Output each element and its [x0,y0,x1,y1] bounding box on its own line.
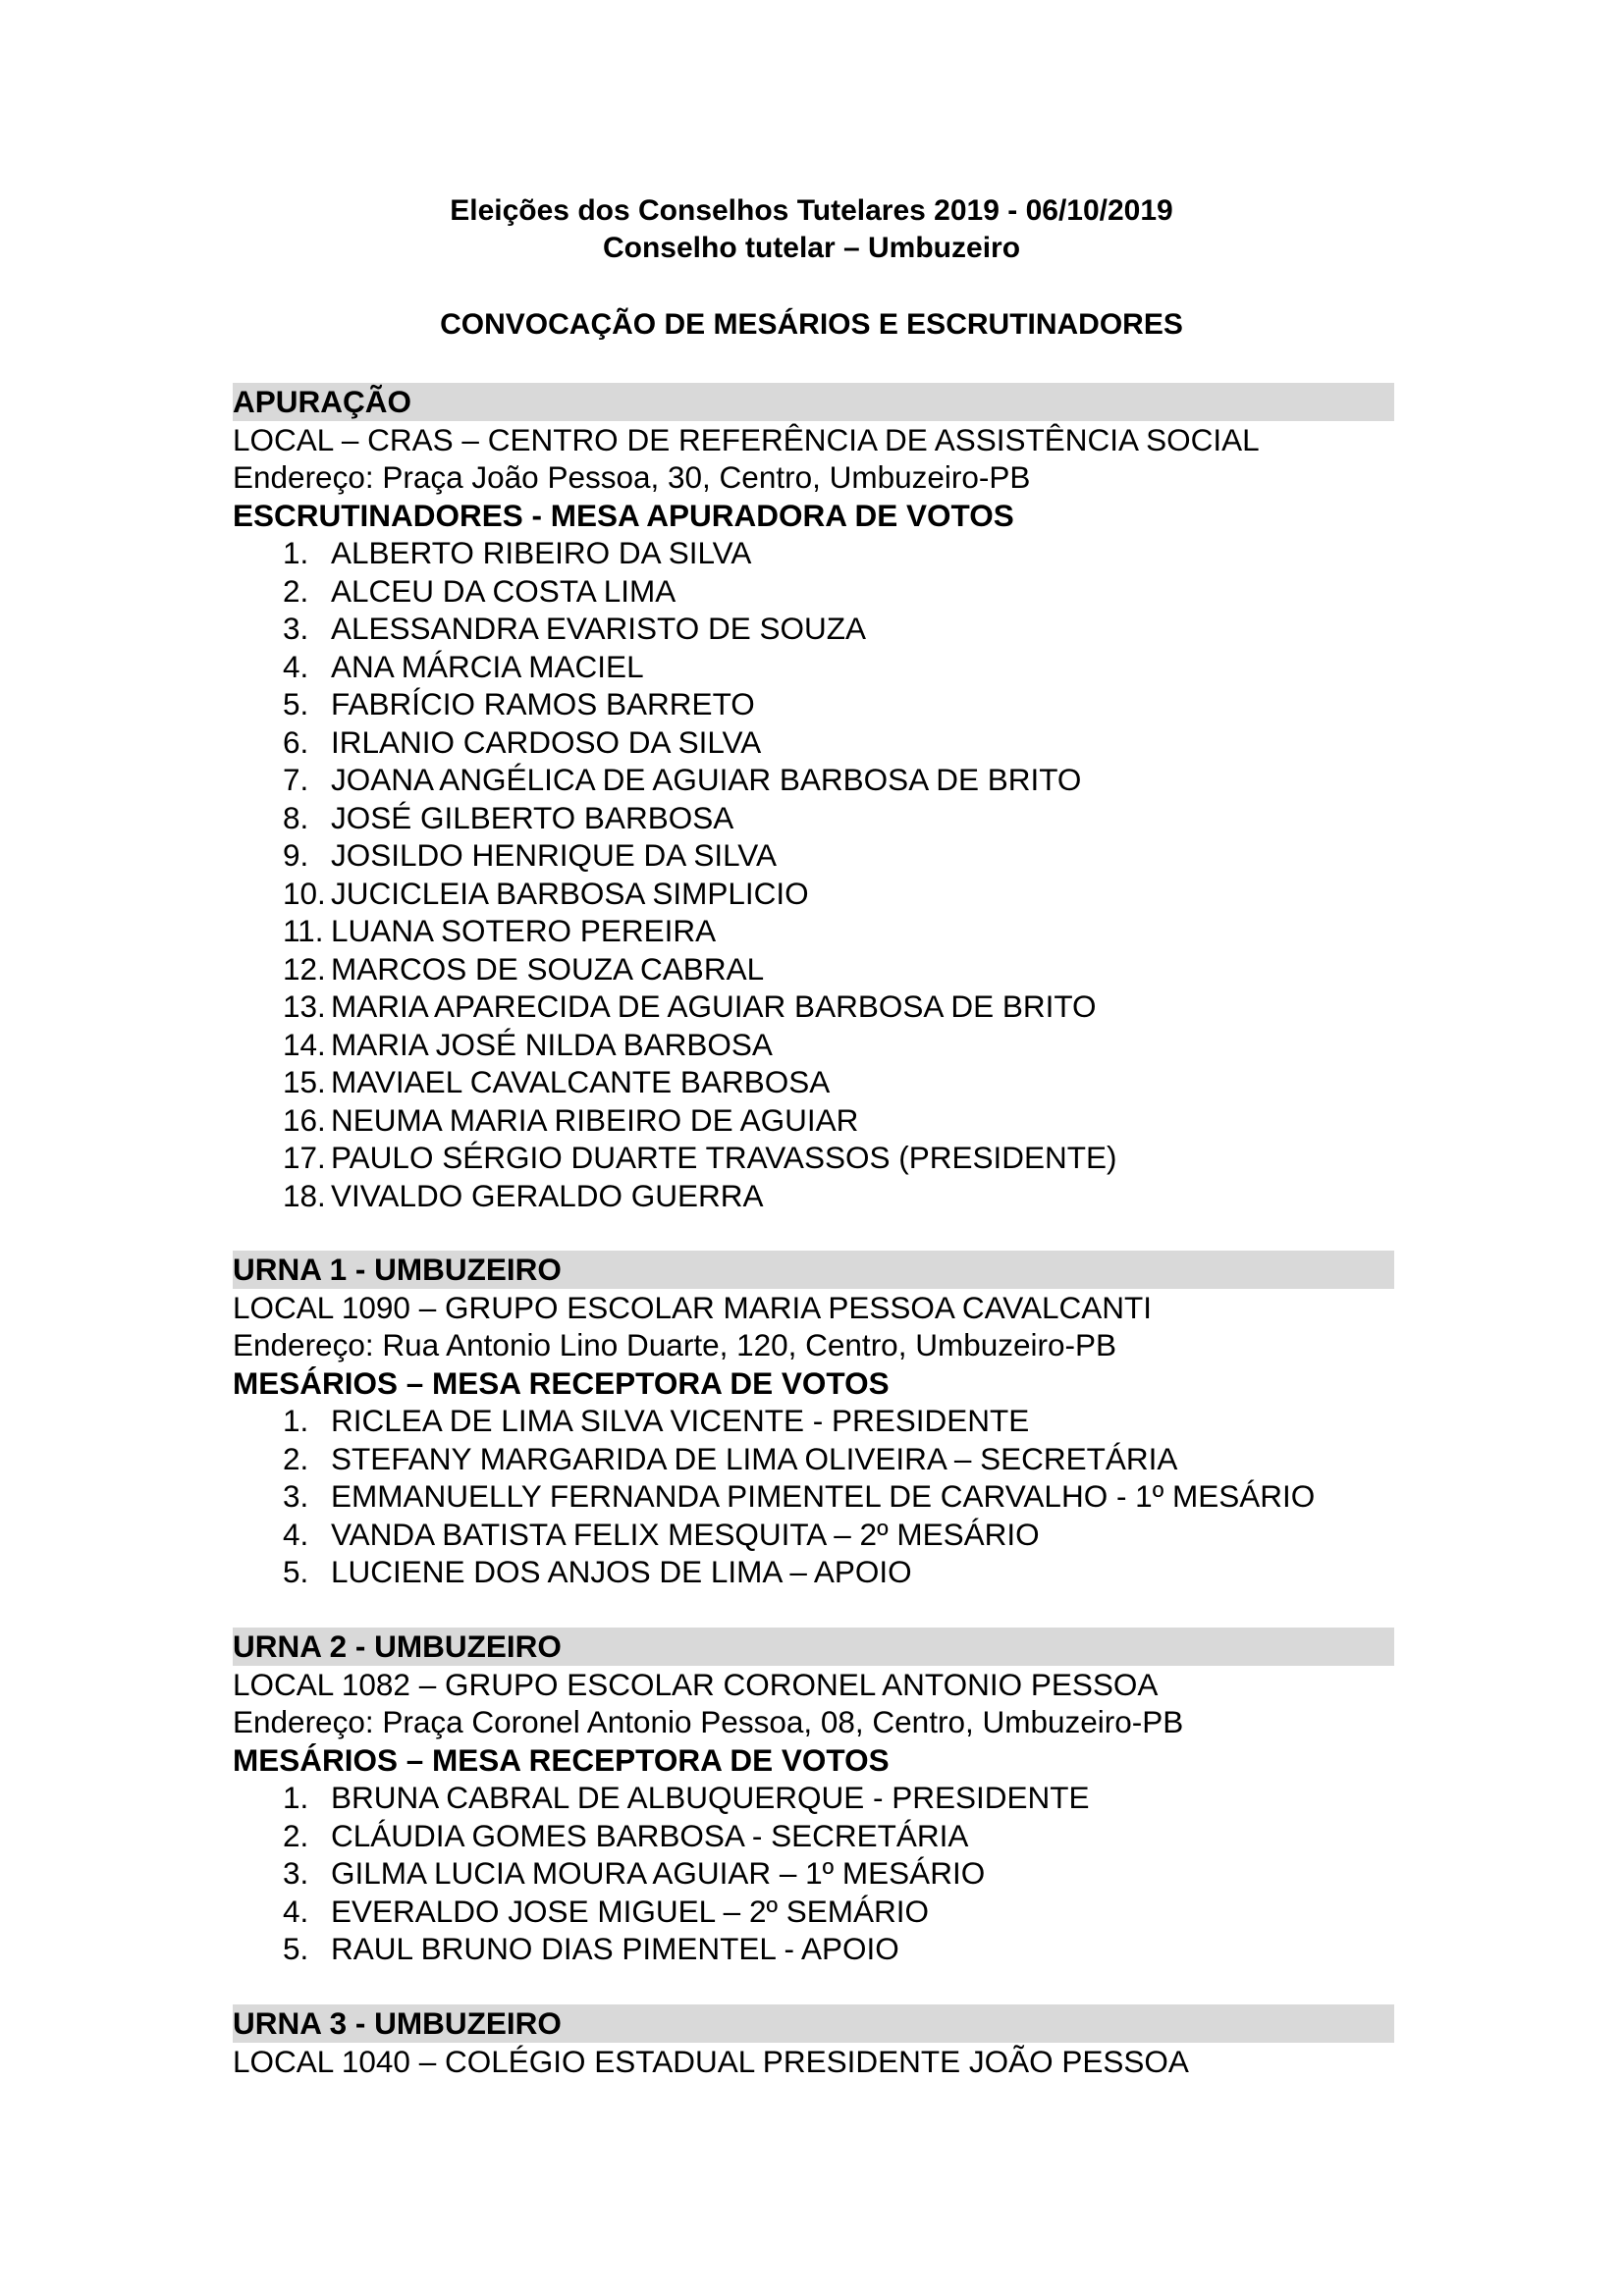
document-subtitle: CONVOCAÇÃO DE MESÁRIOS E ESCRUTINADORES [440,308,1183,341]
members-list [233,1402,1394,1591]
list-item: 2. ALCEU DA COSTA LIMA [283,572,676,609]
list-item: 6. IRLANIO CARDOSO DA SILVA [283,723,762,760]
list-item: 12. MARCOS DE SOUZA CABRAL [283,950,765,987]
list-item: 5. LUCIENE DOS ANJOS DE LIMA – APOIO [283,1554,912,1589]
list-item: 4. EVERALDO JOSE MIGUEL – 2º SEMÁRIO [283,1893,930,1929]
list-item: 9. JOSILDO HENRIQUE DA SILVA [283,837,777,873]
list-item: 1. RICLEA DE LIMA SILVA VICENTE - PRESIDENTE [283,1403,1030,1438]
list-item: 3. ALESSANDRA EVARISTO DE SOUZA [283,611,866,646]
section-address: Endereço: Rua Antonio Lino Duarte, 120, Centro, Umbuzeiro-PB [233,1327,1117,1362]
section-heading: URNA 3 - UMBUZEIRO [233,2004,1394,2043]
group-title: ESCRUTINADORES - MESA APURADORA DE VOTOS [233,497,1014,533]
section-urna-1 [233,1251,1394,1591]
list-item: 14. MARIA JOSÉ NILDA BARBOSA [283,1026,773,1062]
title-line-1: Eleições dos Conselhos Tutelares 2019 - 06/10/2019 [450,194,1173,227]
list-item: 3. EMMANUELLY FERNANDA PIMENTEL DE CARVALHO - 1º MESÁRIO [283,1478,1316,1514]
list-item: 4. VANDA BATISTA FELIX MESQUITA – 2º MESÁRIO [283,1516,1040,1552]
members-list [233,534,1394,1214]
list-item: 16. NEUMA MARIA RIBEIRO DE AGUIAR [283,1101,859,1138]
section-local: LOCAL 1040 – COLÉGIO ESTADUAL PRESIDENTE JOÃO PESSOA [233,2043,1189,2079]
section-heading: APURAÇÃO [233,383,1394,421]
list-item: 4. ANA MÁRCIA MACIEL [283,648,644,684]
list-item: 11. LUANA SOTERO PEREIRA [283,913,717,948]
list-item: 13. MARIA APARECIDA DE AGUIAR BARBOSA DE BRITO [283,988,1097,1024]
list-item: 15. MAVIAEL CAVALCANTE BARBOSA [283,1064,831,1099]
list-item: 2. STEFANY MARGARIDA DE LIMA OLIVEIRA – SECRETÁRIA [283,1440,1178,1476]
section-heading: URNA 2 - UMBUZEIRO [233,1628,1394,1666]
section-address: Endereço: Praça João Pessoa, 30, Centro, Umbuzeiro-PB [233,459,1031,495]
list-item: 2. CLÁUDIA GOMES BARBOSA - SECRETÁRIA [283,1817,969,1853]
section-urna-3 [233,2004,1394,2080]
group-title: MESÁRIOS – MESA RECEPTORA DE VOTOS [233,1741,890,1778]
section-local: LOCAL – CRAS – CENTRO DE REFERÊNCIA DE ASSISTÊNCIA SOCIAL [233,421,1260,457]
list-item: 10. JUCICLEIA BARBOSA SIMPLICIO [283,875,809,911]
list-item: 1. BRUNA CABRAL DE ALBUQUERQUE - PRESIDENTE [283,1780,1090,1815]
section-heading: URNA 1 - UMBUZEIRO [233,1251,1394,1289]
section-local: LOCAL 1090 – GRUPO ESCOLAR MARIA PESSOA CAVALCANTI [233,1289,1153,1325]
list-item: 8. JOSÉ GILBERTO BARBOSA [283,799,734,835]
list-item: 5. RAUL BRUNO DIAS PIMENTEL - APOIO [283,1931,899,1966]
title-line-2: Conselho tutelar – Umbuzeiro [602,232,1021,264]
list-item: 18. VIVALDO GERALDO GUERRA [283,1177,764,1213]
group-title: MESÁRIOS – MESA RECEPTORA DE VOTOS [233,1364,890,1401]
list-item: 3. GILMA LUCIA MOURA AGUIAR – 1º MESÁRIO [283,1855,986,1891]
section-urna-2 [233,1628,1394,1968]
section-address: Endereço: Praça Coronel Antonio Pessoa, 08, Centro, Umbuzeiro-PB [233,1704,1184,1739]
list-item: 17. PAULO SÉRGIO DUARTE TRAVASSOS (PRESIDENTE) [283,1140,1117,1175]
list-item: 5. FABRÍCIO RAMOS BARRETO [283,686,755,721]
section-local: LOCAL 1082 – GRUPO ESCOLAR CORONEL ANTONIO PESSOA [233,1666,1159,1702]
list-item: 1. ALBERTO RIBEIRO DA SILVA [283,535,752,570]
document-title [0,192,1623,267]
section-apuracao [233,383,1394,1214]
list-item: 7. JOANA ANGÉLICA DE AGUIAR BARBOSA DE BRITO [283,762,1082,797]
members-list [233,1779,1394,1968]
